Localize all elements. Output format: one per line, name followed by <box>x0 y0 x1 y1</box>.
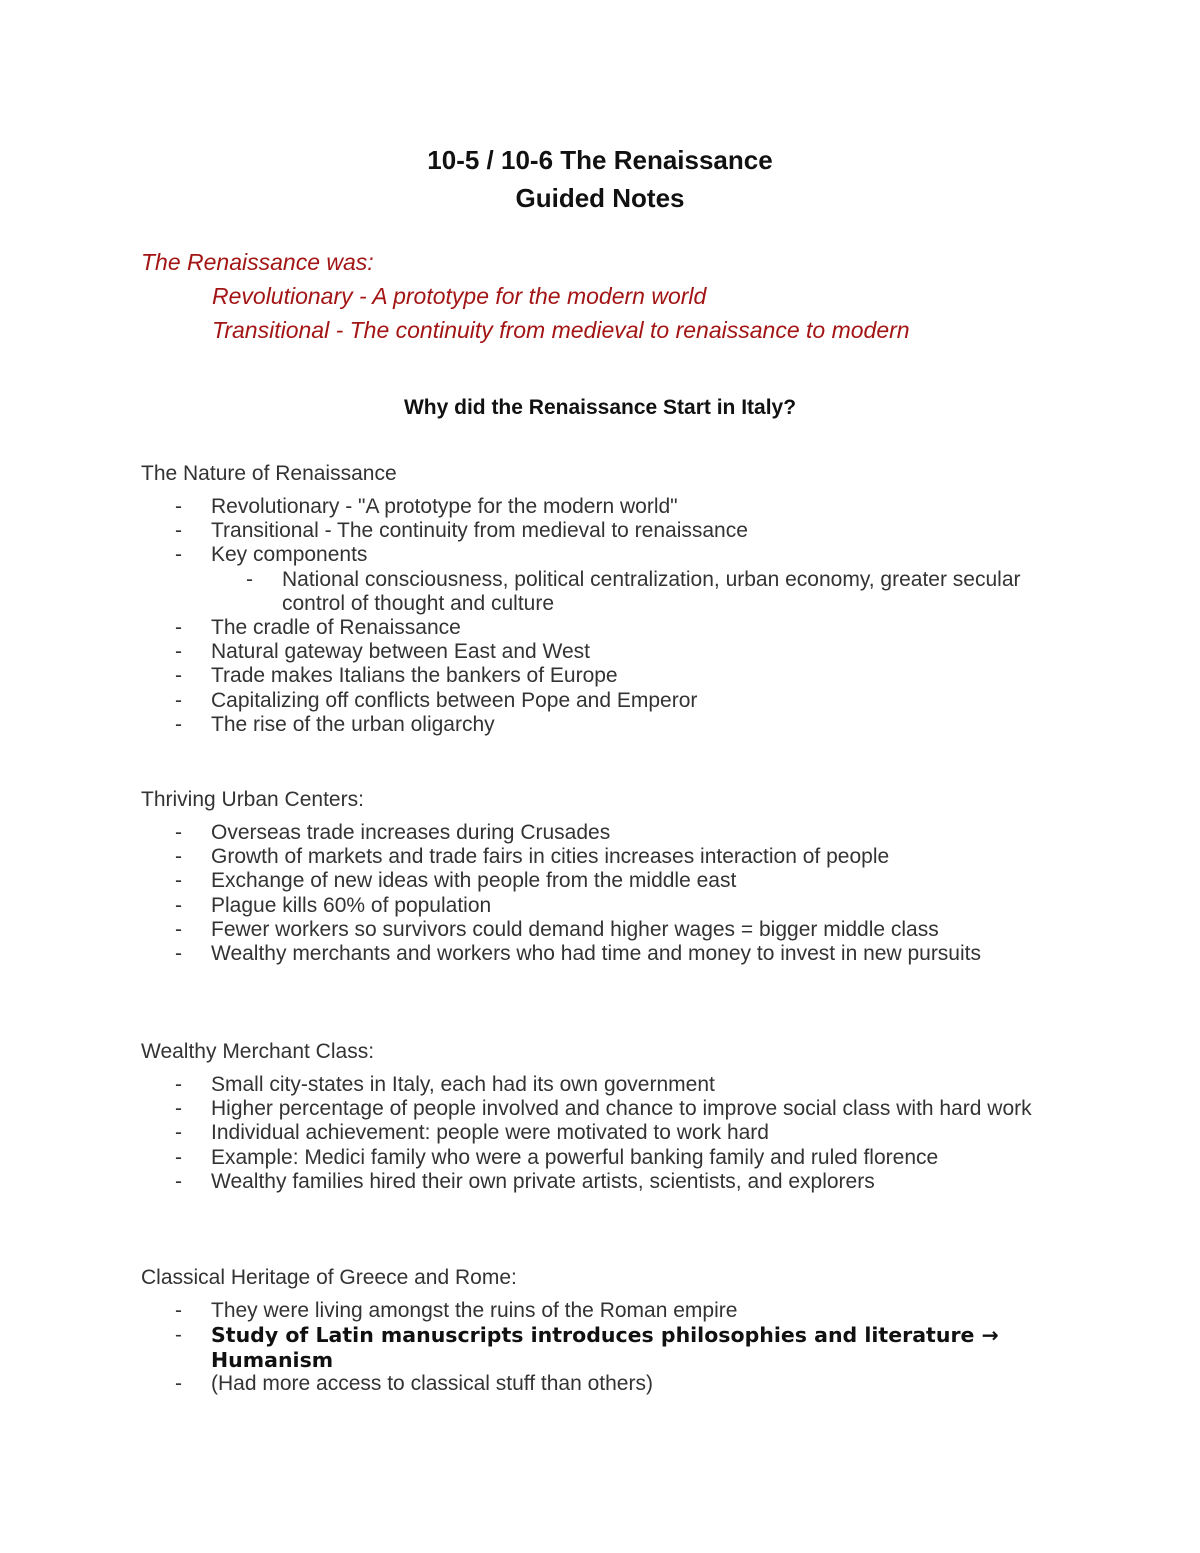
list-item: - The cradle of Renaissance <box>211 616 1061 640</box>
document-title: 10-5 / 10-6 The Renaissance <box>427 145 773 175</box>
list-item: - (Had more access to classical stuff than others) <box>211 1372 1061 1396</box>
list-item: - Capitalizing off conflicts between Pope and Emperor <box>211 689 1061 713</box>
document-subtitle: Guided Notes <box>515 183 685 213</box>
list-item: - Wealthy merchants and workers who had time and money to invest in new pursuits <box>211 942 1061 966</box>
list-item: - Individual achievement: people were motivated to work hard <box>211 1121 1061 1145</box>
section-wealthy-merchant-class <box>141 1039 1061 1194</box>
list-item: - Small city-states in Italy, each had its own government <box>211 1073 1061 1097</box>
section-thriving-urban-centers <box>141 787 1061 966</box>
intro-line-transitional: Transitional - The continuity from medieval to renaissance to modern <box>212 317 910 343</box>
intro-heading: The Renaissance was: <box>141 249 374 275</box>
list-item: - Growth of markets and trade fairs in cities increases interaction of people <box>211 845 1061 869</box>
list-item: - They were living amongst the ruins of the Roman empire <box>211 1299 1061 1323</box>
section-title: The Nature of Renaissance <box>141 462 397 485</box>
list-item: - Natural gateway between East and West <box>211 640 1061 664</box>
sub-list-item: - National consciousness, political centralization, urban economy, greater secular control of thought and culture <box>282 568 1061 616</box>
list-item: - Plague kills 60% of population <box>211 894 1061 918</box>
section-nature-of-renaissance <box>141 461 1061 737</box>
section-question-heading: Why did the Renaissance Start in Italy? <box>403 396 797 419</box>
list-item: - Higher percentage of people involved and chance to improve social class with hard work <box>211 1097 1061 1121</box>
bullet-list <box>141 495 1061 737</box>
sub-bullet-list <box>211 568 1061 616</box>
section-title: Wealthy Merchant Class: <box>141 1040 375 1063</box>
section-title: Thriving Urban Centers: <box>141 788 364 811</box>
list-item: - Example: Medici family who were a powerful banking family and ruled florence <box>211 1146 1061 1170</box>
list-item-bold: - Study of Latin manuscripts introduces philosophies and literature → Humanism <box>211 1323 1061 1372</box>
list-item: - Exchange of new ideas with people from the middle east <box>211 869 1061 893</box>
bullet-list <box>141 1073 1061 1194</box>
list-item: - The rise of the urban oligarchy <box>211 713 1061 737</box>
list-item: - Revolutionary - "A prototype for the modern world" <box>211 495 1061 519</box>
bullet-list <box>141 821 1061 966</box>
section-title: Classical Heritage of Greece and Rome: <box>141 1266 517 1289</box>
bullet-list <box>141 1299 1061 1396</box>
list-item-with-subitems <box>211 543 1061 616</box>
list-item: - Trade makes Italians the bankers of Europe <box>211 664 1061 688</box>
intro-line-revolutionary: Revolutionary - A prototype for the modern world <box>212 283 707 309</box>
list-item: - Wealthy families hired their own private artists, scientists, and explorers <box>211 1170 1061 1194</box>
list-item-label: Key components <box>211 543 368 567</box>
list-item: - Overseas trade increases during Crusades <box>211 821 1061 845</box>
list-item: - Transitional - The continuity from medieval to renaissance <box>211 519 1061 543</box>
list-item: - Fewer workers so survivors could demand higher wages = bigger middle class <box>211 918 1061 942</box>
section-classical-heritage <box>141 1265 1061 1396</box>
